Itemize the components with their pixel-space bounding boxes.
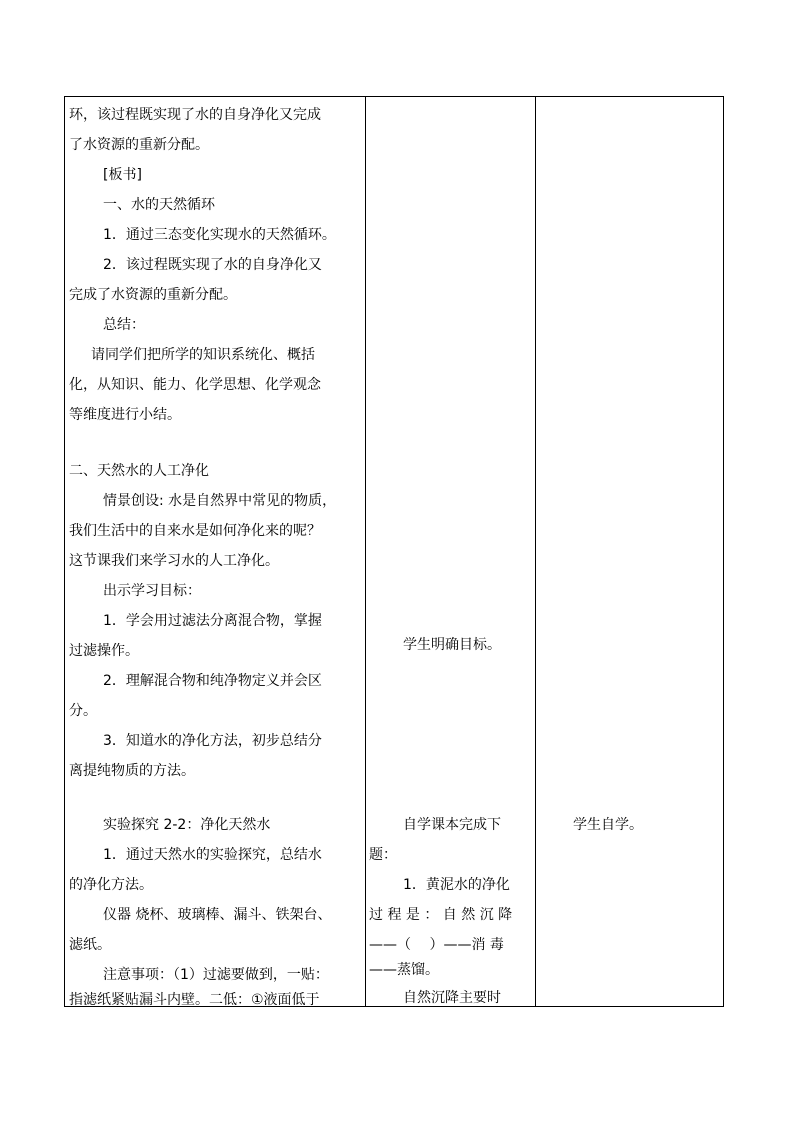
text-line: 1．通过天然水的实验探究，总结水 <box>103 847 322 863</box>
text-line: 了水资源的重新分配。 <box>69 137 209 153</box>
text-line: 滤纸。 <box>69 937 111 953</box>
text-line: 1．学会用过滤法分离混合物，掌握 <box>103 613 322 629</box>
text-line: 一、水的天然循环 <box>103 197 215 213</box>
text-line: 学生明确目标。 <box>403 637 501 653</box>
text-line: 分。 <box>69 703 97 719</box>
column-divider <box>535 97 536 1006</box>
text-line: 过 程 是 ： 自 然 沉 降 <box>369 907 513 923</box>
text-line: 1．黄泥水的净化 <box>403 877 510 893</box>
text-line: 出示学习目标： <box>103 583 201 599</box>
text-line: 这节课我们来学习水的人工净化。 <box>69 553 279 569</box>
section-heading: 二、天然水的人工净化 <box>69 463 209 479</box>
text-line: 指滤纸紧贴漏斗内壁。二低：①液面低于 <box>69 992 320 1008</box>
text-line: 自然沉降主要时 <box>403 990 501 1006</box>
text-line: ——（ ）——消 毒 <box>369 937 504 953</box>
text-line: 题： <box>369 847 397 863</box>
text-line: 离提纯物质的方法。 <box>69 763 195 779</box>
text-line: 过滤操作。 <box>69 643 139 659</box>
text-line: 1．通过三态变化实现水的天然循环。 <box>103 227 336 243</box>
text-line: 注意事项：（1）过滤要做到，一贴： <box>103 967 329 983</box>
text-line: 等维度进行小结。 <box>69 407 181 423</box>
text-line: 环，该过程既实现了水的自身净化又完成 <box>69 107 321 123</box>
column-divider <box>365 97 366 1006</box>
text-line: 情景创设: 水是自然界中常见的物质， <box>103 493 337 509</box>
text-line: [板书] <box>103 167 142 183</box>
text-line: 化，从知识、能力、化学思想、化学观念 <box>69 377 321 393</box>
text-line: 学生自学。 <box>573 817 643 833</box>
text-line: 2．理解混合物和纯净物定义并会区 <box>103 673 322 689</box>
text-line: 仪器 烧杯、玻璃棒、漏斗、铁架台、 <box>103 907 332 923</box>
section-heading: 实验探究 2-2：净化天然水 <box>103 817 271 833</box>
text-line: 2．该过程既实现了水的自身净化又 <box>103 257 322 273</box>
text-line: 请同学们把所学的知识系统化、概括 <box>91 347 315 363</box>
text-line: 的净化方法。 <box>69 877 153 893</box>
text-line: 我们生活中的自来水是如何净化来的呢？ <box>69 523 321 539</box>
text-line: 完成了水资源的重新分配。 <box>69 287 237 303</box>
text-line: 3．知道水的净化方法，初步总结分 <box>103 733 322 749</box>
text-line: 自学课本完成下 <box>403 817 501 833</box>
text-line: 总结： <box>103 317 145 333</box>
text-line: ——蒸馏。 <box>369 962 439 978</box>
lesson-plan-table <box>64 96 724 1007</box>
